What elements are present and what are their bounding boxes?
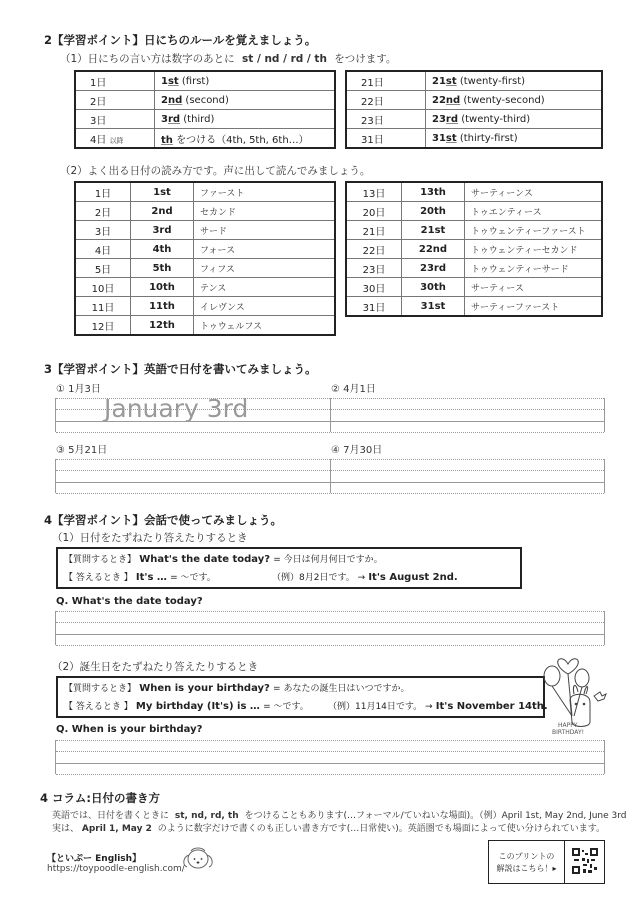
ordinal-reading: (twenty-first)	[456, 75, 526, 87]
katakana-cell: サード	[194, 221, 336, 240]
svg-text:BIRTHDAY!: BIRTHDAY!	[552, 729, 585, 736]
day-label: 31日	[361, 134, 384, 146]
example-row	[328, 699, 548, 712]
day-cell: 21日	[346, 221, 402, 240]
table-row	[346, 297, 602, 317]
ordinal-cell: 4th	[131, 240, 194, 259]
katakana-cell: フィフス	[194, 259, 336, 278]
section3-title: 3【学習ポイント】英語で日付を書いてみましょう。	[44, 362, 317, 376]
answer-row	[64, 699, 309, 712]
section4-title: 4【学習ポイント】会話で使ってみましょう。	[44, 513, 282, 527]
column-text: をつけることもあります(…フォーマル/ていねいな場面)。（例）April 1st, May 2nd, June 3rd	[244, 811, 627, 821]
question-tag: 【質問するとき】	[64, 684, 137, 694]
section4-part1: （1）日付をたずねたり答えたりするとき	[52, 532, 248, 544]
day-cell	[75, 110, 155, 129]
day-cell	[346, 71, 426, 91]
table-row	[346, 71, 602, 91]
day-label: 21日	[361, 77, 384, 89]
katakana-cell: トゥエンティース	[465, 202, 603, 221]
question-en: What's the date today?	[139, 554, 271, 565]
ordinal-number: 23	[432, 113, 446, 125]
column-text: 実は、	[52, 824, 80, 834]
day-cell: 20日	[346, 202, 402, 221]
day-label: 4日	[90, 134, 107, 146]
ordinal-suffix: st	[167, 75, 179, 87]
question-row	[64, 552, 383, 565]
ordinal-suffix: th	[161, 134, 173, 146]
write-label-1: ① 1月3日	[56, 384, 101, 395]
table-row	[346, 259, 602, 278]
column-bold: April 1, May 2	[81, 824, 152, 834]
table-row	[75, 202, 335, 221]
ordinal-suffix: rd	[445, 113, 459, 125]
column-text: 英語では、日付を書くときに	[52, 811, 170, 821]
ordinal-number: 31	[432, 132, 446, 144]
katakana-cell: トゥウェンティーファースト	[465, 221, 603, 240]
ordinal-cell	[155, 129, 336, 149]
day-cell: 22日	[346, 240, 402, 259]
ordinal-suffix: st	[445, 75, 457, 87]
day-cell	[75, 129, 155, 149]
ordinal-cell: 2nd	[131, 202, 194, 221]
flower-bouquet-icon	[594, 692, 606, 701]
column-title: 4 コラム:日付の書き方	[40, 791, 160, 805]
day-cell	[75, 71, 155, 91]
ordinal-cell	[426, 129, 603, 149]
day-label: 3日	[90, 115, 107, 127]
question-jp: = あなたの誕生日はいつですか。	[273, 684, 410, 694]
question-tag: 【質問するとき】	[64, 555, 137, 565]
ordinal-number: 21	[432, 75, 446, 87]
example-row	[272, 570, 458, 583]
explanation-text-1: このプリントの	[498, 852, 555, 861]
answer-tag: 【 答えるとき 】	[64, 702, 133, 712]
birthday-bunny-illustration	[538, 650, 616, 740]
qr-code-icon[interactable]	[572, 848, 598, 874]
day-cell: 30日	[346, 278, 402, 297]
ordinal-cell: 22nd	[402, 240, 465, 259]
ordinal-cell	[426, 91, 603, 110]
ordinal-cell: 21st	[402, 221, 465, 240]
suffix-table-right	[345, 70, 603, 149]
table-row	[75, 297, 335, 316]
question-row	[64, 681, 409, 694]
ordinal-cell	[155, 110, 336, 129]
example-en: It's August 2nd.	[368, 572, 458, 583]
writing-divider	[330, 459, 331, 493]
ordinal-cell	[155, 91, 336, 110]
katakana-cell: サーティーファースト	[465, 297, 603, 317]
katakana-cell: ファースト	[194, 182, 336, 202]
day-cell	[346, 129, 426, 149]
brand-name: 【といぷー English】	[47, 854, 142, 864]
ordinal-cell: 10th	[131, 278, 194, 297]
section4-part2: （2）誕生日をたずねたり答えたりするとき	[52, 661, 259, 673]
explanation-text-2[interactable]: 解説はこちら！▸	[496, 864, 557, 873]
day-cell: 5日	[75, 259, 131, 278]
column-bold: st, nd, rd, th	[174, 811, 239, 821]
day-cell	[346, 110, 426, 129]
ordinal-cell: 23rd	[402, 259, 465, 278]
ordinal-reading: (thirty-first)	[456, 132, 518, 144]
ordinal-cell: 30th	[402, 278, 465, 297]
table-row	[346, 221, 602, 240]
part1-text-end: をつけます。	[334, 53, 397, 65]
dialogue-box-date	[56, 547, 522, 589]
explanation-text-cell	[489, 841, 565, 883]
ordinal-cell: 11th	[131, 297, 194, 316]
day-cell: 11日	[75, 297, 131, 316]
answer-en: My birthday (It's) is …	[135, 701, 260, 712]
day-label: 22日	[361, 96, 384, 108]
katakana-cell: フォース	[194, 240, 336, 259]
example-en: It's November 14th.	[435, 701, 548, 712]
table-row	[75, 71, 335, 91]
ordinal-number: 1	[161, 75, 168, 87]
ordinal-reading: (third)	[180, 113, 215, 125]
ordinal-reading: (twenty-second)	[460, 94, 545, 106]
table-row	[75, 316, 335, 336]
ordinal-cell	[426, 110, 603, 129]
ordinal-reading: をつける（4th, 5th, 6th…）	[172, 134, 309, 146]
svg-text:HAPPY: HAPPY	[558, 722, 578, 729]
day-note: 以降	[109, 136, 124, 145]
ordinal-cell: 5th	[131, 259, 194, 278]
katakana-cell: トゥウェンティーセカンド	[465, 240, 603, 259]
answer-lines-1[interactable]	[55, 611, 605, 645]
ordinal-cell	[426, 71, 603, 91]
column-line-1	[52, 808, 627, 821]
table-row	[346, 182, 602, 202]
explanation-link-box[interactable]	[488, 840, 605, 884]
day-label: 23日	[361, 115, 384, 127]
example-answer: January 3rd	[104, 394, 249, 423]
ordinal-cell	[155, 71, 336, 91]
katakana-cell: トゥウェルフス	[194, 316, 336, 336]
ordinal-cell: 12th	[131, 316, 194, 336]
column-line-2	[52, 821, 605, 834]
day-cell	[346, 91, 426, 110]
balloon-icon	[575, 669, 589, 687]
writing-lines-1-2[interactable]	[55, 394, 605, 432]
table-row	[346, 202, 602, 221]
section2-title: 2【学習ポイント】日にちのルールを覚えましょう。	[44, 33, 317, 47]
day-cell: 10日	[75, 278, 131, 297]
table-row	[75, 259, 335, 278]
day-cell: 1日	[75, 182, 131, 202]
ordinal-cell: 20th	[402, 202, 465, 221]
question-2: Q. When is your birthday?	[56, 724, 203, 735]
section2-part1	[60, 51, 396, 66]
katakana-cell: イレヴンス	[194, 297, 336, 316]
section2-part2: （2）よく出る日付の読み方です。声に出して読んでみましょう。	[60, 165, 371, 177]
day-cell: 31日	[346, 297, 402, 317]
day-cell: 13日	[346, 182, 402, 202]
column-text: のように数字だけで書くのも正しい書き方です(…日常使い)。英語圏でも場面によって使い分けられています。	[157, 824, 606, 834]
day-cell: 23日	[346, 259, 402, 278]
day-cell	[75, 91, 155, 110]
table-row	[346, 91, 602, 110]
answer-jp: = ～です。	[170, 573, 216, 583]
suffix-table-left	[74, 70, 336, 149]
day-cell: 4日	[75, 240, 131, 259]
writing-divider	[330, 398, 331, 432]
write-label-2: ② 4月1日	[331, 384, 376, 395]
poodle-logo-icon	[180, 845, 216, 875]
day-label: 2日	[90, 96, 107, 108]
katakana-cell: サーティーンス	[465, 182, 603, 202]
example-jp: （例）11月14日です。 →	[328, 702, 433, 712]
heart-balloon-icon	[558, 659, 579, 674]
ordinal-number: 3	[161, 113, 168, 125]
table-row	[75, 110, 335, 129]
answer-row	[64, 570, 216, 583]
example-jp: （例）8月2日です。 →	[272, 573, 366, 583]
katakana-cell: テンス	[194, 278, 336, 297]
part1-suffixes: st / nd / rd / th	[242, 53, 327, 65]
ordinal-cell: 3rd	[131, 221, 194, 240]
table-row	[75, 129, 335, 149]
table-row	[75, 278, 335, 297]
writing-lines-3-4[interactable]	[55, 459, 605, 493]
reading-table-left	[74, 181, 336, 336]
write-label-4: ④ 7月30日	[331, 445, 383, 456]
katakana-cell: セカンド	[194, 202, 336, 221]
ordinal-suffix: nd	[167, 94, 183, 106]
ordinal-number: 2	[161, 94, 168, 106]
question-1: Q. What's the date today?	[56, 596, 203, 607]
table-row	[75, 221, 335, 240]
ordinal-suffix: nd	[445, 94, 461, 106]
day-cell: 3日	[75, 221, 131, 240]
write-label-3: ③ 5月21日	[56, 445, 108, 456]
table-row	[75, 240, 335, 259]
ordinal-reading: (first)	[178, 75, 210, 87]
katakana-cell: トゥウェンティーサード	[465, 259, 603, 278]
table-row	[75, 182, 335, 202]
ordinal-number: 22	[432, 94, 446, 106]
table-row	[346, 240, 602, 259]
ordinal-cell: 13th	[402, 182, 465, 202]
table-row	[346, 110, 602, 129]
balloon-icon	[544, 666, 560, 686]
answer-lines-2[interactable]	[55, 740, 605, 774]
ordinal-reading: (twenty-third)	[458, 113, 531, 125]
ordinal-suffix: st	[445, 132, 457, 144]
site-url[interactable]: https://toypoodle-english.com/	[47, 864, 185, 874]
table-row	[75, 91, 335, 110]
day-cell: 2日	[75, 202, 131, 221]
answer-en: It's …	[135, 572, 167, 583]
table-row	[346, 278, 602, 297]
table-row	[346, 129, 602, 149]
dialogue-box-birthday	[56, 676, 548, 718]
day-cell: 12日	[75, 316, 131, 336]
question-en: When is your birthday?	[139, 683, 270, 694]
question-jp: = 今日は何月何日ですか。	[273, 555, 383, 565]
day-label: 1日	[90, 77, 107, 89]
ordinal-suffix: rd	[167, 113, 181, 125]
answer-tag: 【 答えるとき 】	[64, 573, 133, 583]
ordinal-reading: (second)	[182, 94, 229, 106]
answer-jp: = ～です。	[263, 702, 309, 712]
reading-table-right	[345, 181, 603, 317]
part1-text: （1）日にちの言い方は数字のあとに	[60, 53, 235, 65]
ordinal-cell: 1st	[131, 182, 194, 202]
katakana-cell: サーティース	[465, 278, 603, 297]
ordinal-cell: 31st	[402, 297, 465, 317]
